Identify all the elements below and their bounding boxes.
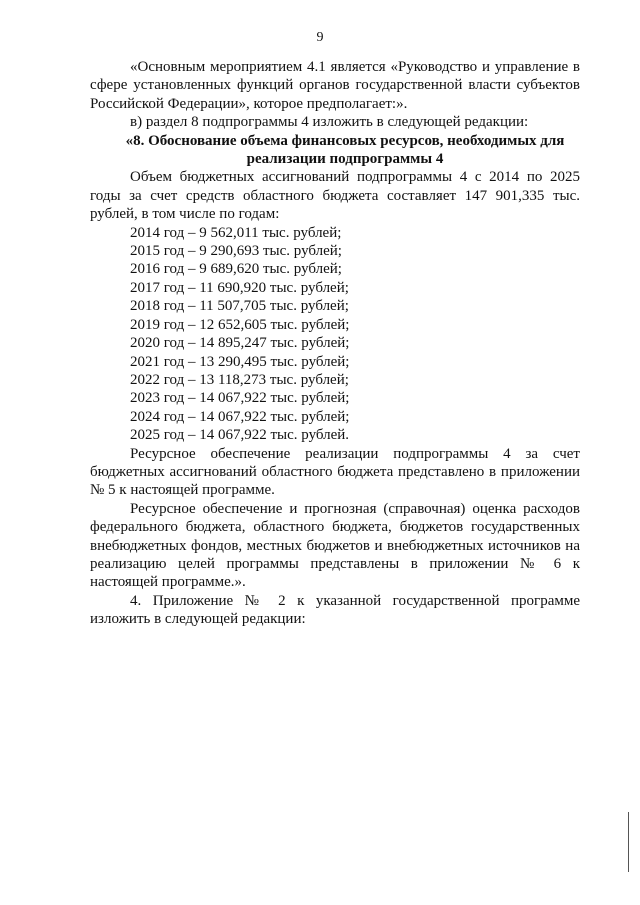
year-item: 2025 год – 14 067,922 тыс. рублей.: [130, 427, 350, 444]
year-item: 2022 год – 13 118,273 тыс. рублей;: [130, 371, 349, 388]
volume-paragraph: Объем бюджетных ассигнований подпрограммы 4 с 2014 по 2025 годы за счет средств областного бюджета составляет 147 901,335 тыс. рублей, в том числе по годам:: [90, 169, 580, 223]
year-item: 2020 год – 14 895,247 тыс. рублей;: [130, 335, 350, 352]
year-item: 2019 год – 12 652,605 тыс. рублей;: [130, 316, 350, 333]
amendment-paragraph: в) раздел 8 подпрограммы 4 изложить в следующей редакции:: [130, 114, 529, 131]
year-item: 2021 год – 13 290,495 тыс. рублей;: [130, 353, 350, 370]
document-body: [90, 58, 580, 629]
year-item: 2016 год – 9 689,620 тыс. рублей;: [130, 261, 342, 278]
yearly-amounts-list: [90, 224, 580, 445]
forecast-paragraph: Ресурсное обеспечение и прогнозная (справочная) оценка расходов федерального бюджета, областного бюджета, бюджетов государственных внебюджетных фондов, местных бюджетов и внебюджетных источников на реализацию целей программы представлены в приложении № 6 к настоящей программе.».: [90, 500, 580, 591]
page-number: 9: [316, 30, 324, 45]
appendix-paragraph: 4. Приложение № 2 к указанной государственной программе изложить в следующей редакции:: [90, 592, 580, 628]
resource-paragraph: Ресурсное обеспечение реализации подпрограммы 4 за счет бюджетных ассигнований областного бюджета представлено в приложении № 5 к настоящей программе.: [90, 445, 580, 499]
year-item: 2024 год – 14 067,922 тыс. рублей;: [130, 408, 350, 425]
year-item: 2023 год – 14 067,922 тыс. рублей;: [130, 390, 350, 407]
scan-edge-line: [628, 812, 629, 872]
year-item: 2015 год – 9 290,693 тыс. рублей;: [130, 243, 342, 260]
section-heading: «8. Обоснование объема финансовых ресурсов, необходимых для реализации подпрограммы 4: [125, 132, 565, 168]
year-item: 2014 год – 9 562,011 тыс. рублей;: [130, 224, 342, 241]
year-item: 2018 год – 11 507,705 тыс. рублей;: [130, 298, 349, 315]
intro-paragraph: «Основным мероприятием 4.1 является «Руководство и управление в сфере установленных функций органов государственной власти субъектов Российской Федерации», которое предполагает:».: [90, 59, 580, 112]
year-item: 2017 год – 11 690,920 тыс. рублей;: [130, 279, 349, 296]
